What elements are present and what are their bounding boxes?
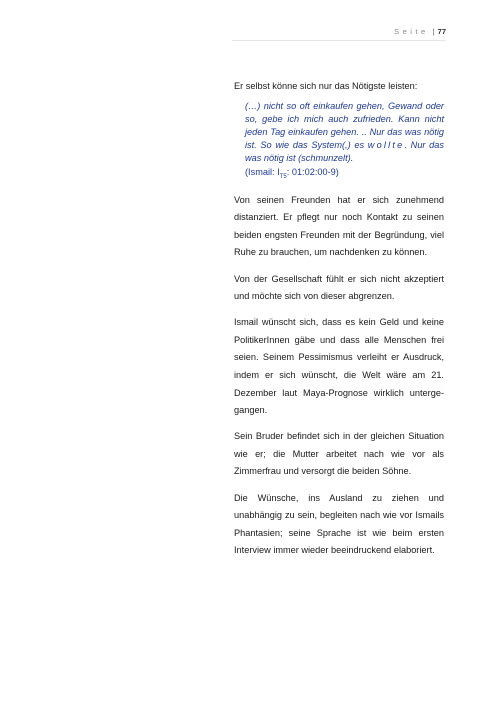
paragraph: Die Wünsche, ins Ausland zu ziehen und unabhängig zu sein, begleiten nach wie vor Ismails Phantasien; seine Sprache ist wie beim ersten Interview immer wieder beeindruckend elaboriert. (234, 492, 444, 556)
interview-quote (245, 100, 444, 184)
quote-spaced-word: wollte (367, 140, 405, 151)
citation-subscript: T5 (279, 173, 287, 180)
page-label: Seite (394, 27, 429, 36)
paragraph: Von seinen Freunden hat er sich zunehmend distanziert. Er pflegt nur noch Kontakt zu seinen beiden engsten Freunden mit der Begründung, viel Ruhe zu brauchen, um nachdenken zu können. (234, 194, 444, 258)
page-body (234, 78, 444, 568)
header-rule (232, 40, 446, 41)
paragraph: Sein Bruder befindet sich in der gleichen Situation wie er; die Mutter arbeitet nach wie vor als Zimmerfrau und versorgt die beiden Söhne. (234, 431, 444, 477)
citation-open: (Ismail: I (245, 166, 280, 177)
quote-citation (245, 166, 339, 180)
page-number: 77 (437, 27, 446, 36)
quote-text-2: . Nur das was nötig ist (schmunzelt). (245, 140, 444, 164)
intro-paragraph: Er selbst könne sich nur das Nötigste leisten: (234, 81, 418, 91)
paragraph: Von der Gesellschaft fühlt er sich nicht akzeptiert und möchte sich von dieser abgrenzen. (234, 273, 444, 302)
page-header (394, 27, 446, 36)
header-separator: | (432, 27, 435, 36)
quote-text-1: (…) nicht so oft einkaufen gehen, Gewand oder so, gebe ich mich auch zufrieden. Kann nicht jeden Tag einkaufen gehen. .. Nur das was nötig ist. So wie das System(,) es (245, 100, 444, 151)
paragraph: Ismail wünscht sich, dass es kein Geld und keine PolitikerInnen gäbe und dass alle Menschen frei seien. Seinem Pessimismus verleiht er Ausdruck, indem er sich wünscht, die Welt wäre am 21. Dezember laut Maya-Prognose wirklich unterge-gangen. (234, 317, 444, 416)
citation-close: : 01:02:00-9) (286, 166, 339, 177)
